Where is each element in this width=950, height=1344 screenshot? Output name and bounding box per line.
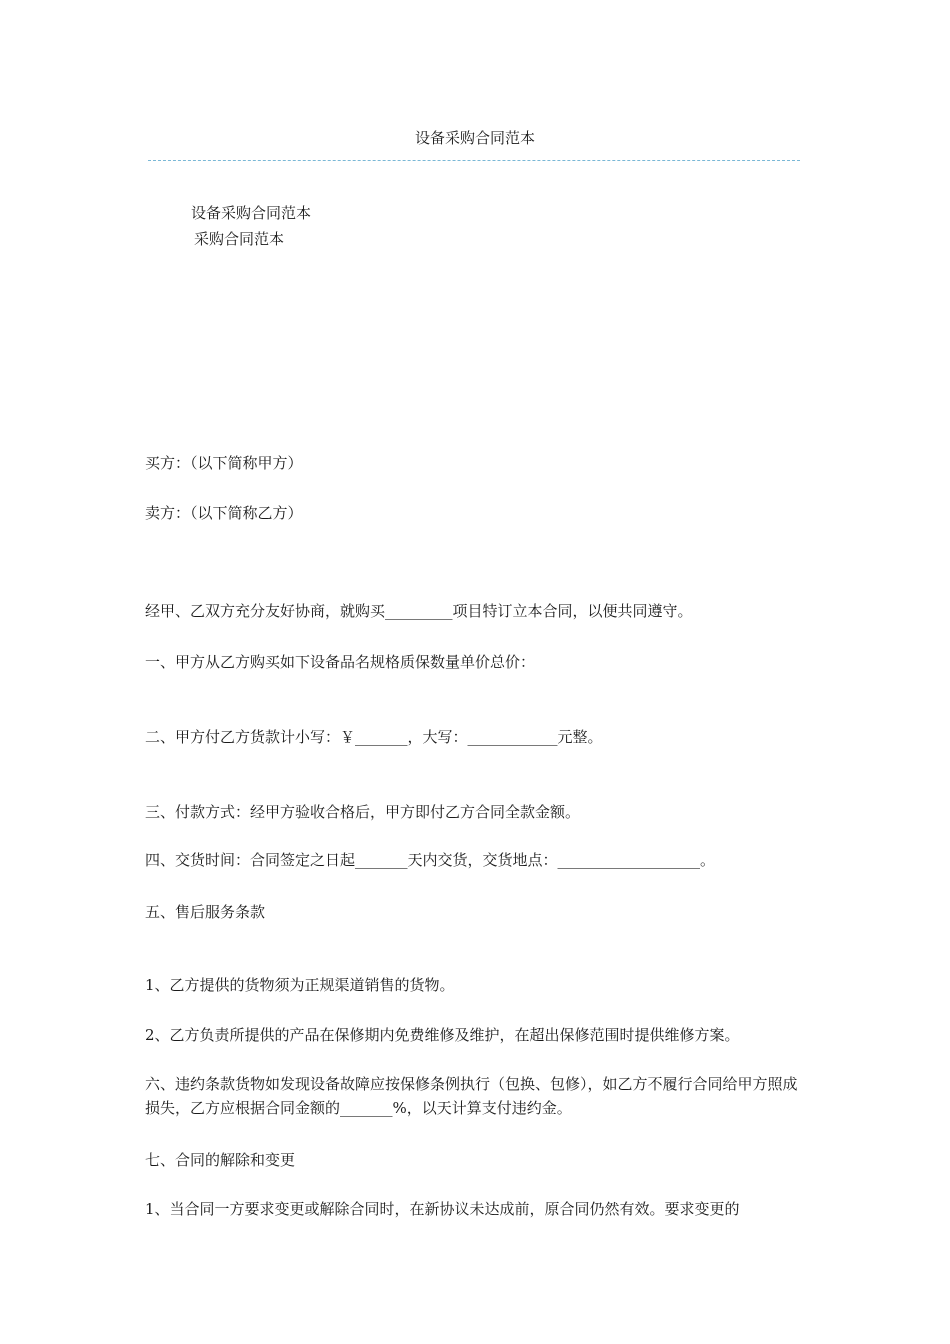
clause-5-heading: 五、售后服务条款 [145, 903, 266, 921]
clause-1: 一、甲方从乙方购买如下设备品名规格质保数量单价总价： [145, 653, 536, 671]
clause-6: 六、违约条款货物如发现设备故障应按保修条例执行（包换、包修），如乙方不履行合同给甲方照成损失，乙方应根据合同金额的_______%，以天计算支付违约金。 [145, 1075, 798, 1117]
clause-7-item-1: 1、当合同一方要求变更或解除合同时，在新协议未达成前，原合同仍然有效。要求变更的 [145, 1200, 740, 1218]
intro-paragraph: 经甲、乙双方充分友好协商，就购买_________项目特订立本合同，以便共同遵守。 [145, 602, 693, 620]
seller-line: 卖方：（以下简称乙方） [145, 504, 303, 522]
clause-7-heading: 七、合同的解除和变更 [145, 1151, 296, 1169]
cover-subtitle: 采购合同范本 [194, 230, 285, 248]
cover-title: 设备采购合同范本 [191, 204, 312, 222]
clause-5-item-1: 1、乙方提供的货物须为正规渠道销售的货物。 [145, 976, 455, 994]
clause-4: 四、交货时间：合同签定之日起_______天内交货，交货地点：___________________。 [145, 851, 716, 869]
header-title: 设备采购合同范本 [414, 129, 535, 147]
header-divider [148, 160, 800, 161]
buyer-line: 买方：（以下简称甲方） [145, 454, 303, 472]
clause-5-item-2: 2、乙方负责所提供的产品在保修期内免费维修及维护，在超出保修范围时提供维修方案。 [145, 1026, 740, 1044]
clause-2: 二、甲方付乙方货款计小写：￥_______，大写：____________元整。 [145, 728, 603, 746]
clause-3: 三、付款方式：经甲方验收合格后，甲方即付乙方合同全款金额。 [145, 803, 581, 821]
